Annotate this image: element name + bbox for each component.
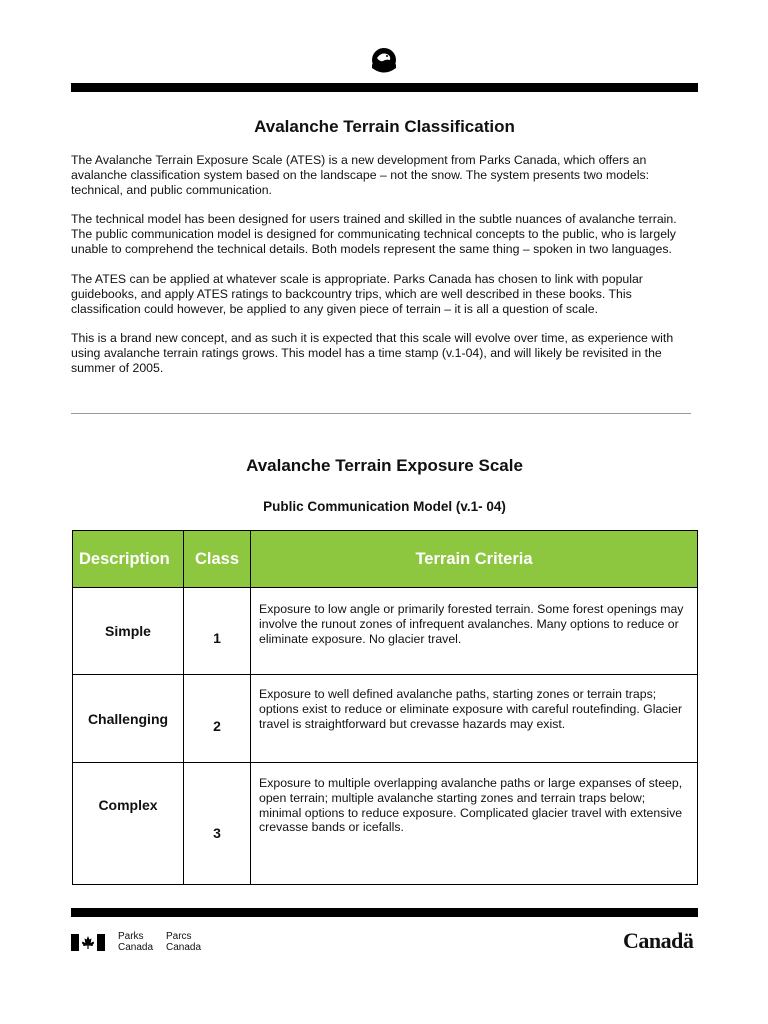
wordmark-en-line1: Parks (118, 931, 144, 942)
table-row (73, 675, 698, 763)
header-rule (71, 83, 698, 92)
terrain-exposure-table (72, 530, 698, 885)
wordmark-fr-line1: Parcs (166, 931, 192, 942)
section-divider (71, 413, 691, 414)
model-title: Public Communication Model (v.1- 04) (263, 499, 506, 514)
intro-paragraph-1: The Avalanche Terrain Exposure Scale (ATES) is a new development from Parks Canada, which offers an avalanche classification system based on the landscape – not the snow. The system presents two models: technical, and public communication. (71, 153, 650, 197)
row-criteria: Exposure to low angle or primarily forested terrain. Some forest openings may involve the runout zones of infrequent avalanches. Many options to reduce or eliminate exposure. No glacier travel. (251, 588, 698, 675)
parks-canada-beaver-icon (368, 44, 400, 76)
row-class: 3 (184, 763, 251, 885)
row-description: Challenging (73, 675, 184, 763)
row-class: 1 (184, 588, 251, 675)
intro-paragraph-2: The technical model has been designed for users trained and skilled in the subtle nuances of avalanche terrain. The public communication model is designed for communicating technical concepts to the public, who is largely unable to comprehend the technical details. Both models represent the same thing – spoken in two languages. (71, 212, 677, 256)
document-title: Avalanche Terrain Classification (254, 117, 515, 136)
parks-canada-wordmark (118, 931, 214, 953)
header-description: Description (73, 531, 184, 588)
header-terrain-criteria: Terrain Criteria (251, 531, 698, 588)
intro-paragraph-4: This is a brand new concept, and as such it is expected that this scale will evolve over time, as experience with using avalanche terrain ratings grows. This model has a time stamp (v.1-04), and will likely be revisited in the summer of 2005. (71, 331, 674, 375)
row-description: Complex (73, 763, 184, 885)
canada-wordmark: Canadä (623, 928, 694, 953)
row-description: Simple (73, 588, 184, 675)
scale-title: Avalanche Terrain Exposure Scale (246, 456, 523, 475)
wordmark-en-line2: Canada (118, 942, 154, 953)
footer-rule (71, 908, 698, 917)
table-header-row (73, 531, 698, 588)
row-class: 2 (184, 675, 251, 763)
wordmark-fr-line2: Canada (166, 942, 202, 953)
table-row (73, 763, 698, 885)
header-class: Class (184, 531, 251, 588)
row-criteria: Exposure to well defined avalanche paths, starting zones or terrain traps; options exist to reduce or eliminate exposure with careful routefinding. Glacier travel is straightforward but crevasse hazards may exist. (251, 675, 698, 763)
canada-flag-icon (71, 934, 105, 951)
intro-paragraph-3: The ATES can be applied at whatever scale is appropriate. Parks Canada has chosen to link with popular guidebooks, and apply ATES ratings to backcountry trips, which are well described in these books. This classification could however, be applied to any given piece of terrain – it is all a question of scale. (71, 272, 643, 316)
row-criteria: Exposure to multiple overlapping avalanche paths or large expanses of steep, open terrain; multiple avalanche starting zones and terrain traps below; minimal options to reduce exposure. Complicated glacier travel with extensive crevasse bands or icefalls. (251, 763, 698, 885)
table-row (73, 588, 698, 675)
